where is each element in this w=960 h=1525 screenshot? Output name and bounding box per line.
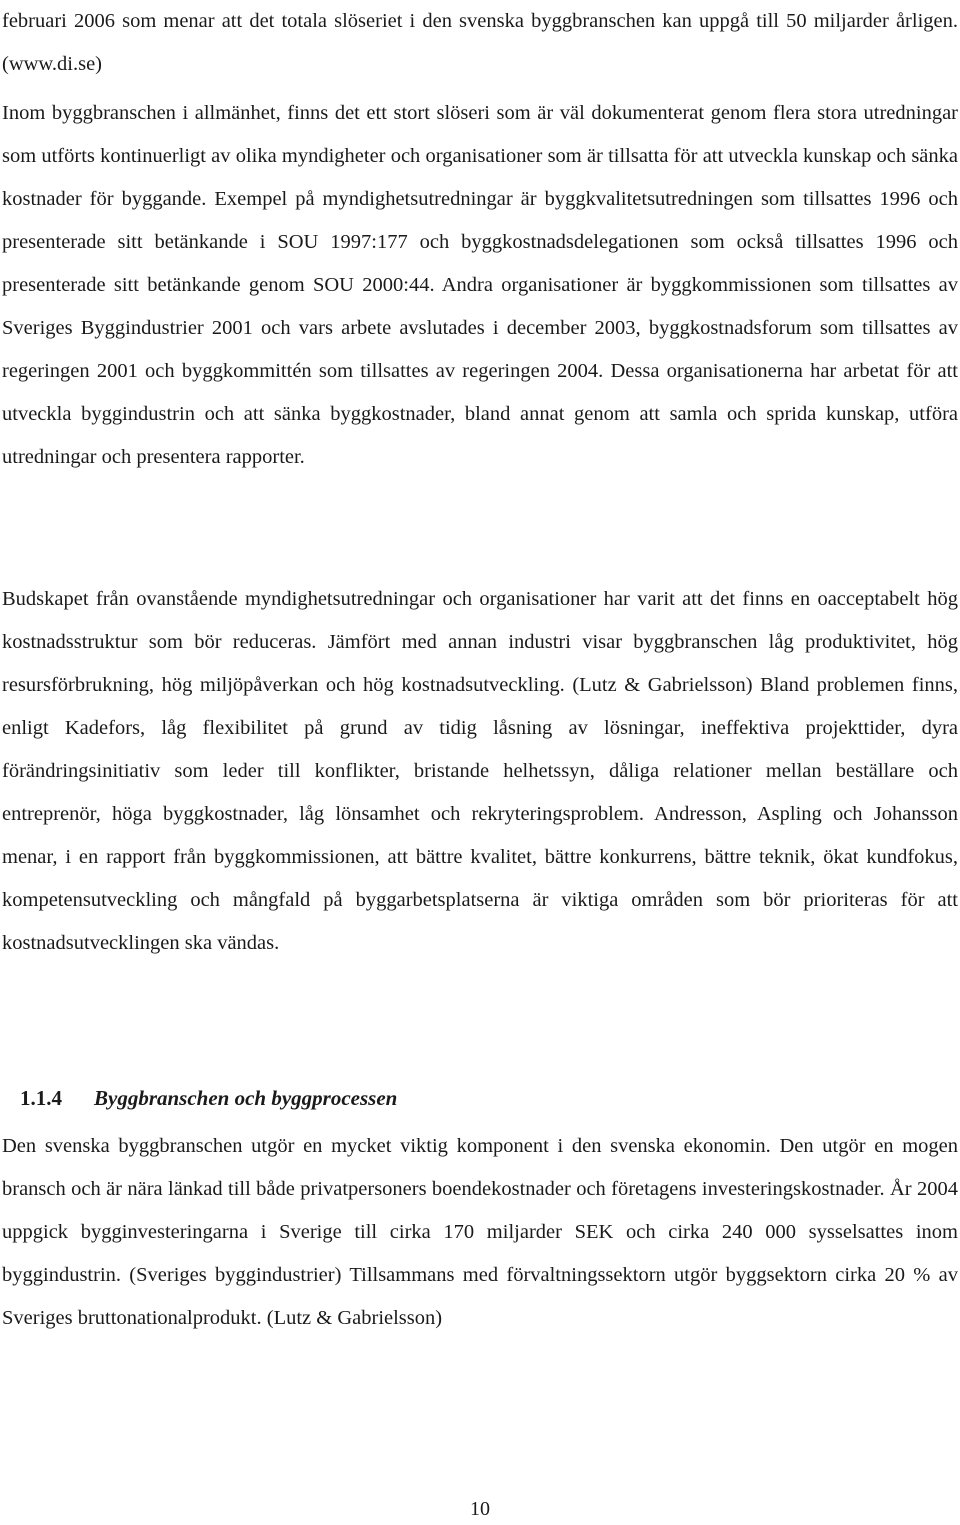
- section-title: Byggbranschen och byggprocessen: [94, 1086, 398, 1110]
- section-number: 1.1.4: [20, 1086, 62, 1110]
- section-heading: [20, 1077, 397, 1120]
- paragraph: Budskapet från ovanstående myndighetsutredningar och organisationer har varit att det finns en oacceptabelt hög kostnadsstruktur som bör reduceras. Jämfört med annan industri visar byggbranschen låg produktivitet, hög resursförbrukning, hög miljöpåverkan och hög kostnadsutveckling. (Lutz & Gabrielsson) Bland problemen finns, enligt Kadefors, låg flexibilitet på grund av tidig låsning av lösningar, ineffektiva projekttider, dyra förändringsinitiativ som leder till konflikter, bristande helhetssyn, dåliga relationer mellan beställare och entreprenör, höga byggkostnader, låg lönsamhet och rekryteringsproblem. Andresson, Aspling och Johansson menar, i en rapport från byggkommissionen, att bättre kvalitet, bättre konkurrens, bättre teknik, ökat kundfokus, kompetensutveckling och mångfald på byggarbetsplatserna är viktiga områden som bör prioriteras för att kostnadsutvecklingen ska vändas.: [2, 588, 958, 954]
- paragraph: Inom byggbranschen i allmänhet, finns det ett stort slöseri som är väl dokumenterat genom flera stora utredningar som utförts kontinuerligt av olika myndigheter och organisationer som är tillsatta för att utveckla kunskap och sänka kostnader för byggande. Exempel på myndighetsutredningar är byggkvalitetsutredningen som tillsattes 1996 och presenterade sitt betänkande i SOU 1997:177 och byggkostnadsdelegationen som också tillsattes 1996 och presenterade sitt betänkande genom SOU 2000:44. Andra organisationer är byggkommissionen som tillsattes av Sveriges Byggindustrier 2001 och vars arbete avslutades i december 2003, byggkostnadsforum som tillsattes av regeringen 2001 och byggkommittén som tillsattes av regeringen 2004. Dessa organisationerna har arbetat för att utveckla byggindustrin och att sänka byggkostnader, bland annat genom att samla och sprida kunskap, utföra utredningar och presentera rapporter.: [2, 102, 958, 468]
- page-number: 10: [470, 1498, 490, 1520]
- paragraph: februari 2006 som menar att det totala slöseriet i den svenska byggbranschen kan uppgå till 50 miljarder årligen. (www.di.se): [2, 10, 958, 75]
- paragraph: Den svenska byggbranschen utgör en mycket viktig komponent i den svenska ekonomin. Den utgör en mogen bransch och är nära länkad till både privatpersoners boendekostnader och företagens investeringskostnader. År 2004 uppgick bygginvesteringarna i Sverige till cirka 170 miljarder SEK och cirka 240 000 sysselsattes inom byggindustrin. (Sveriges byggindustrier) Tillsammans med förvaltningssektorn utgör byggsektorn cirka 20 % av Sveriges bruttonationalprodukt. (Lutz & Gabrielsson): [2, 1135, 958, 1329]
